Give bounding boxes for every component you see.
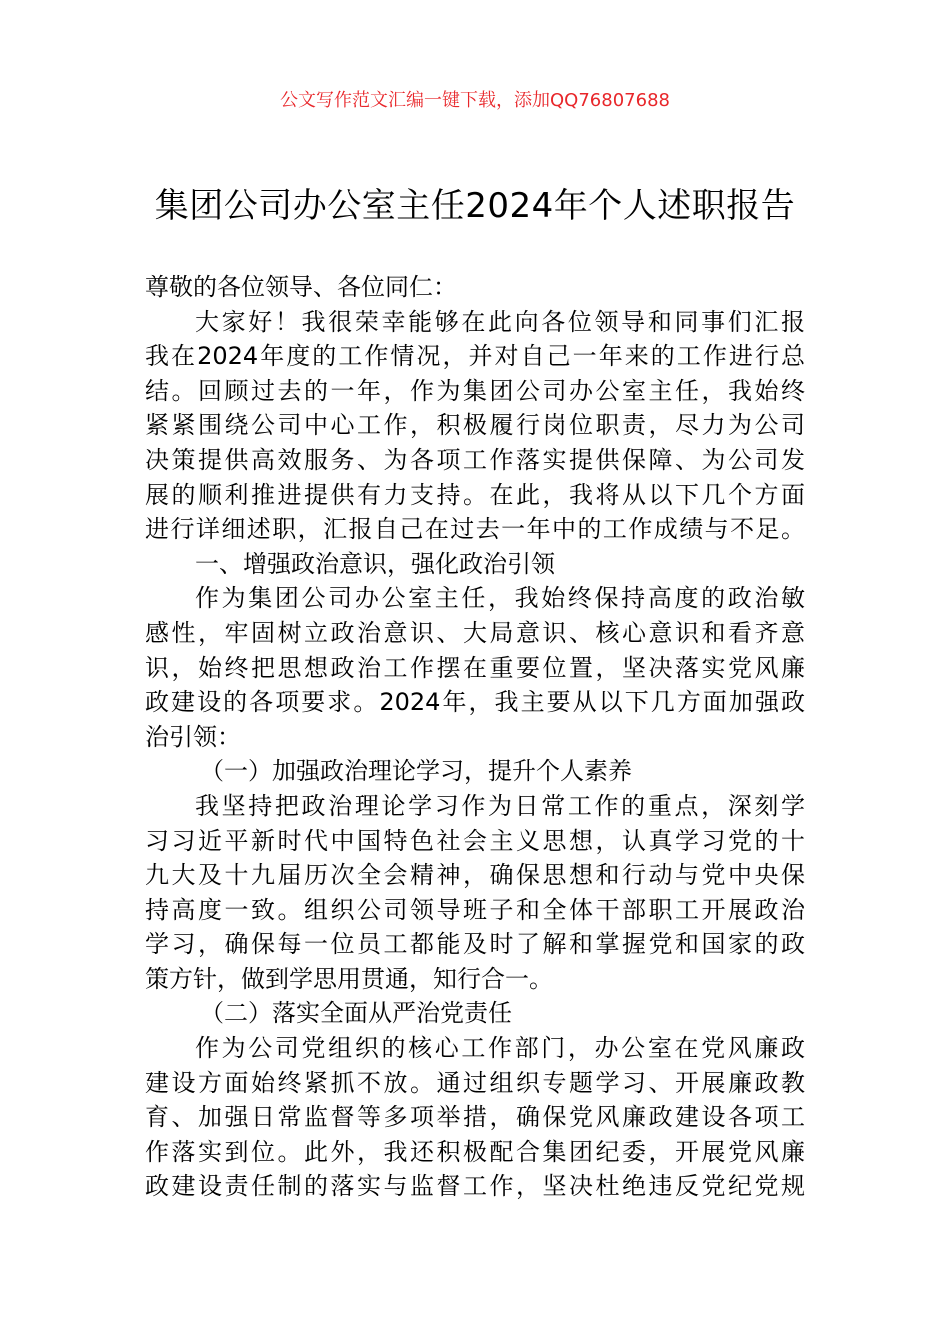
text-line: 识，始终把思想政治工作摆在重要位置，坚决落实党风廉 bbox=[145, 653, 805, 682]
text-line: 建设方面始终紧抓不放。通过组织专题学习、开展廉政教 bbox=[145, 1068, 805, 1097]
text-line: 一、增强政治意识，强化政治引领 bbox=[195, 549, 555, 578]
document-title: 集团公司办公室主任2024年个人述职报告 bbox=[154, 186, 796, 226]
text-line: 政建设的各项要求。2024年，我主要从以下几方面加强政 bbox=[145, 688, 805, 717]
text-line: 展的顺利推进提供有力支持。在此，我将从以下几个方面 bbox=[145, 480, 805, 509]
text-line: 紧紧围绕公司中心工作，积极履行岗位职责，尽力为公司 bbox=[145, 411, 805, 440]
text-line: 持高度一致。组织公司领导班子和全体干部职工开展政治 bbox=[145, 895, 805, 924]
text-line: 进行详细述职，汇报自己在过去一年中的工作成绩与不足。 bbox=[145, 515, 805, 544]
text-line: 九大及十九届历次全会精神，确保思想和行动与党中央保 bbox=[145, 861, 805, 890]
text-line: 尊敬的各位领导、各位同仁： bbox=[145, 273, 457, 301]
text-line: 大家好！我很荣幸能够在此向各位领导和同事们汇报 bbox=[195, 307, 805, 336]
text-line: （一）加强政治理论学习，提升个人素养 bbox=[200, 757, 632, 786]
text-line: 政建设责任制的落实与监督工作，坚决杜绝违反党纪党规 bbox=[145, 1172, 805, 1201]
text-line: 习习近平新时代中国特色社会主义思想，认真学习党的十 bbox=[145, 826, 805, 855]
document-body bbox=[145, 270, 805, 1204]
text-line: 策方针，做到学思用贯通，知行合一。 bbox=[145, 964, 553, 993]
text-line: 治引领： bbox=[145, 722, 241, 751]
text-line: 作为集团公司办公室主任，我始终保持高度的政治敏 bbox=[195, 584, 805, 613]
text-line: 结。回顾过去的一年，作为集团公司办公室主任，我始终 bbox=[145, 376, 805, 405]
text-line: 我坚持把政治理论学习作为日常工作的重点，深刻学 bbox=[195, 791, 805, 820]
text-line: （二）落实全面从严治党责任 bbox=[200, 999, 512, 1028]
watermark-text: 公文写作范文汇编一键下载，添加QQ76807688 bbox=[280, 90, 670, 111]
text-line: 我在2024年度的工作情况，并对自己一年来的工作进行总 bbox=[145, 342, 805, 371]
text-line: 学习，确保每一位员工都能及时了解和掌握党和国家的政 bbox=[145, 930, 805, 959]
text-line: 作为公司党组织的核心工作部门，办公室在党风廉政 bbox=[195, 1034, 805, 1063]
text-line: 作落实到位。此外，我还积极配合集团纪委，开展党风廉 bbox=[145, 1137, 805, 1166]
text-line: 决策提供高效服务、为各项工作落实提供保障、为公司发 bbox=[145, 445, 805, 474]
text-line: 感性，牢固树立政治意识、大局意识、核心意识和看齐意 bbox=[145, 618, 805, 647]
text-line: 育、加强日常监督等多项举措，确保党风廉政建设各项工 bbox=[145, 1103, 805, 1132]
